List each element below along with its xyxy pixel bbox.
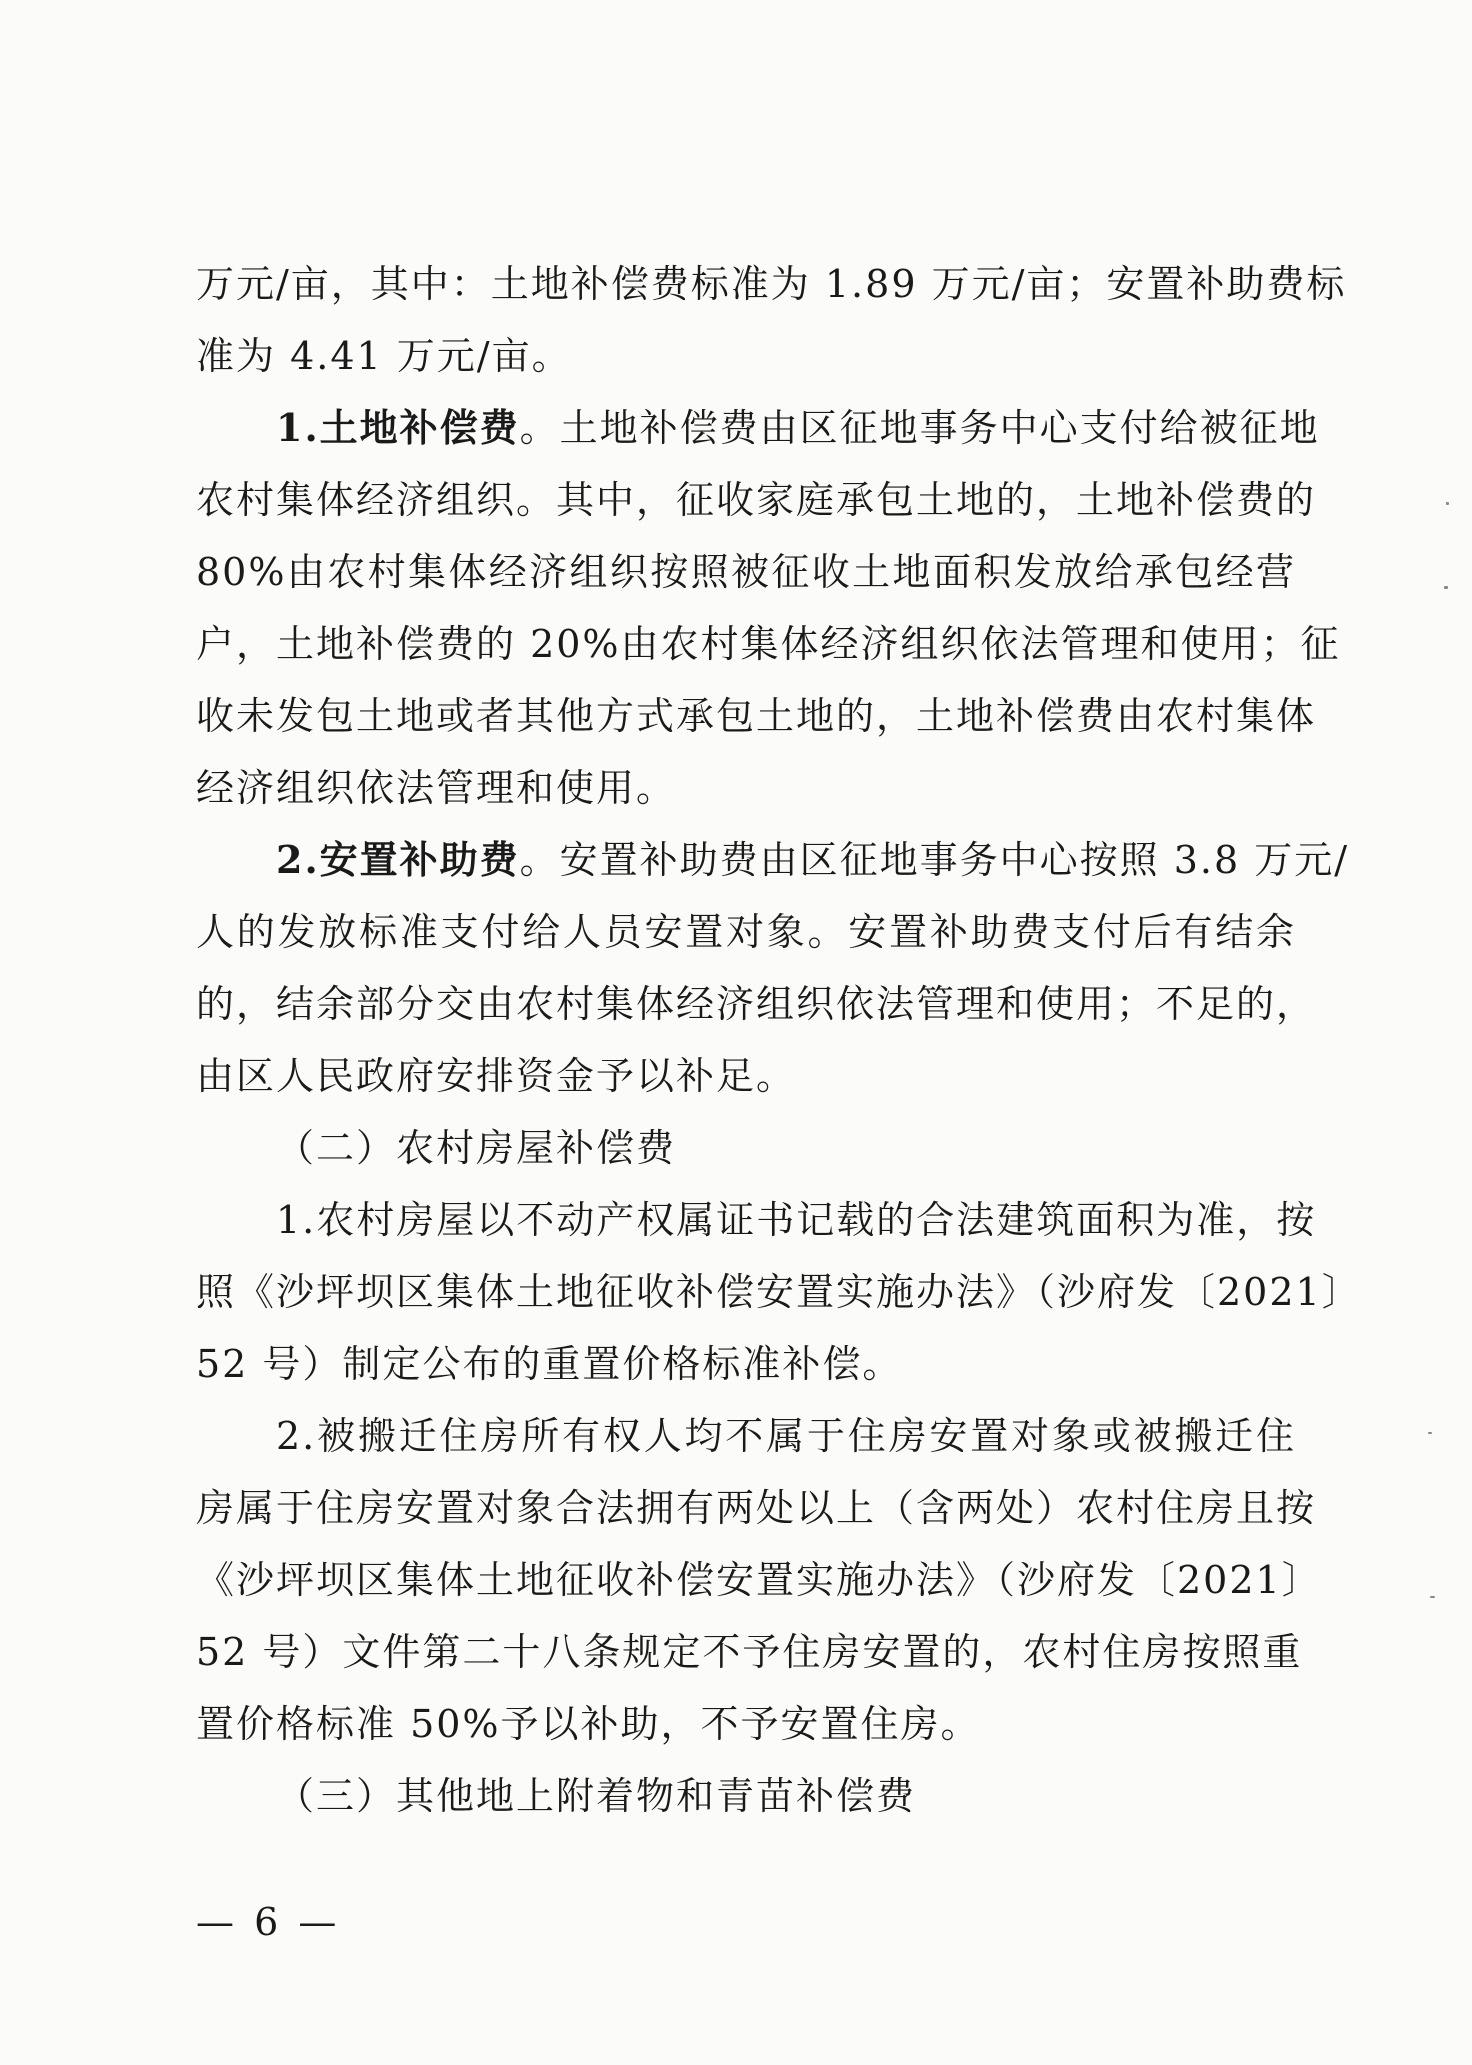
line-text: 置价格标准 50%予以补助，不予安置住房。 — [196, 1702, 981, 1746]
scan-speck — [1428, 1432, 1432, 1434]
text-line-22 — [276, 1760, 1296, 1832]
line-text: 照《沙坪坝区集体土地征收补偿安置实施办法》（沙府发〔2021〕 — [196, 1270, 1362, 1314]
line-text: （二）农村房屋补偿费 — [276, 1126, 677, 1170]
text-line-20 — [196, 1616, 1303, 1688]
line-text: 52 号）文件第二十八条规定不予住房安置的，农村住房按照重 — [196, 1630, 1303, 1674]
text-line-11 — [196, 968, 1317, 1040]
text-line-16 — [196, 1328, 1296, 1400]
text-line-15 — [196, 1256, 1362, 1328]
scan-speck — [1444, 586, 1448, 589]
scan-speck — [1430, 1596, 1435, 1598]
line-text: 由区人民政府安排资金予以补足。 — [196, 1054, 797, 1098]
text-line-21 — [196, 1688, 1296, 1760]
text-line-10 — [196, 896, 1296, 968]
line-text: 房属于住房安置对象合法拥有两处以上（含两处）农村住房且按 — [196, 1486, 1317, 1530]
line-text: 收未发包土地或者其他方式承包土地的，土地补偿费由农村集体 — [196, 694, 1317, 738]
text-line-6 — [196, 608, 1341, 680]
text-line-9 — [276, 824, 1350, 896]
line-text: 户，土地补偿费的 20%由农村集体经济组织依法管理和使用；征 — [196, 622, 1341, 666]
line-text: 。安置补助费由区征地事务中心按照 3.8 万元/ — [519, 838, 1350, 882]
line-text: 经济组织依法管理和使用。 — [196, 766, 677, 810]
line-text: 的，结余部分交由农村集体经济组织依法管理和使用；不足的， — [196, 982, 1317, 1026]
line-text: 《沙坪坝区集体土地征收补偿安置实施办法》（沙府发〔2021〕 — [196, 1558, 1322, 1602]
line-text: 准为 4.41 万元/亩。 — [196, 334, 572, 378]
text-line-19 — [196, 1544, 1322, 1616]
text-line-7 — [196, 680, 1317, 752]
text-line-1 — [196, 248, 1347, 320]
text-line-3 — [276, 392, 1320, 464]
line-text: 。土地补偿费由区征地事务中心支付给被征地 — [519, 406, 1320, 450]
line-text: 80%由农村集体经济组织按照被征收土地面积发放给承包经营 — [196, 550, 1296, 594]
text-line-8 — [196, 752, 1296, 824]
line-text: 农村集体经济组织。其中，征收家庭承包土地的，土地补偿费的 — [196, 478, 1317, 522]
text-line-5 — [196, 536, 1296, 608]
line-text: 万元/亩，其中：土地补偿费标准为 1.89 万元/亩；安置补助费标 — [196, 262, 1347, 306]
scan-speck — [1446, 502, 1449, 505]
line-text: 人的发放标准支付给人员安置对象。安置补助费支付后有结余 — [196, 910, 1296, 954]
text-line-12 — [196, 1040, 1296, 1112]
line-text: 2.被搬迁住房所有权人均不属于住房安置对象或被搬迁住 — [276, 1414, 1296, 1458]
text-line-18 — [196, 1472, 1317, 1544]
page-number: — 6 — — [196, 1900, 341, 1944]
heading-lead: 1.土地补偿费 — [276, 405, 520, 450]
text-line-4 — [196, 464, 1317, 536]
text-line-14 — [276, 1184, 1317, 1256]
line-text: 1.农村房屋以不动产权属证书记载的合法建筑面积为准，按 — [276, 1198, 1317, 1242]
text-line-17 — [276, 1400, 1296, 1472]
heading-lead: 2.安置补助费 — [276, 837, 520, 882]
text-line-13 — [276, 1112, 1296, 1184]
text-line-2 — [196, 320, 1296, 392]
line-text: 52 号）制定公布的重置价格标准补偿。 — [196, 1342, 903, 1386]
line-text: （三）其他地上附着物和青苗补偿费 — [276, 1774, 917, 1818]
